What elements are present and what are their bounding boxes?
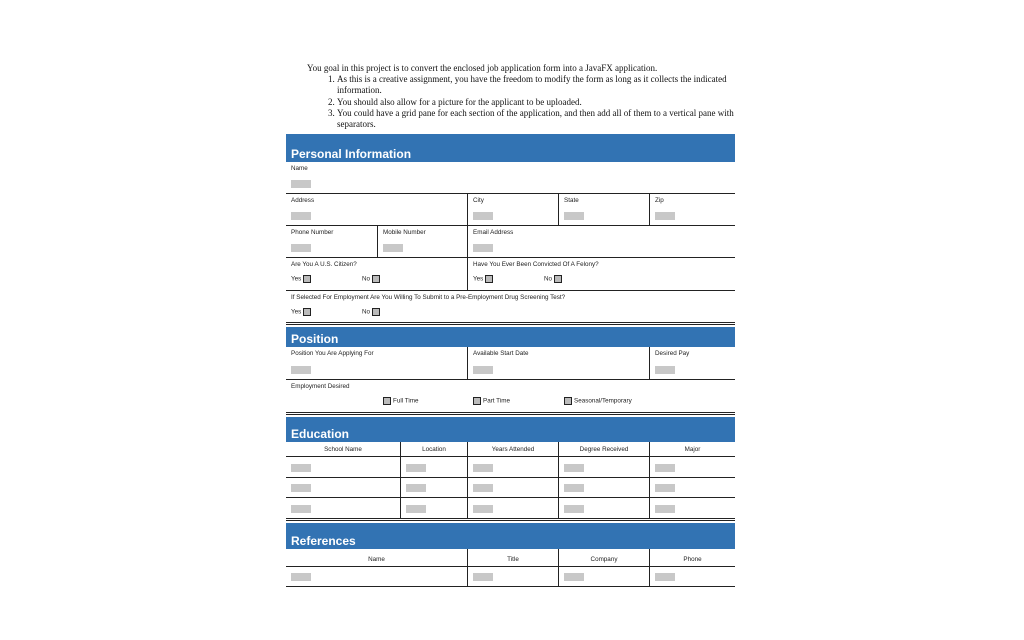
desired-pay-field[interactable] [655, 366, 675, 374]
applying-for-cell [286, 347, 467, 379]
degree-field[interactable] [564, 464, 584, 472]
reference-phone-field[interactable] [655, 573, 675, 581]
table-cell [558, 567, 649, 586]
checkbox[interactable] [383, 397, 391, 405]
mobile-cell [377, 226, 467, 257]
citizen-yes-option[interactable] [291, 275, 313, 283]
desired-pay-label: Desired Pay [655, 350, 690, 357]
table-row [286, 567, 735, 587]
seasonal-label: Seasonal/Temporary [574, 397, 632, 405]
reference-company-field[interactable] [564, 573, 584, 581]
column-header: Name [368, 556, 385, 563]
instruction-item: 1. As this is a creative assignment, you have the freedom to modify the form as long as it collects the indicated information. [337, 74, 737, 96]
references-header-row [286, 549, 735, 567]
citizen-felony-row [286, 258, 735, 291]
drug-test-cell [286, 291, 735, 322]
checkbox[interactable] [303, 275, 311, 283]
years-attended-field[interactable] [473, 464, 493, 472]
table-cell [286, 478, 400, 497]
table-cell [286, 457, 400, 477]
section-header-personal: Personal Information [286, 134, 735, 162]
location-field[interactable] [406, 505, 426, 513]
no-label: No [544, 275, 553, 283]
column-header: Degree Received [558, 442, 649, 456]
column-header: Company [558, 549, 649, 566]
full-time-label: Full Time [393, 397, 419, 405]
seasonal-option[interactable] [562, 397, 632, 405]
column-header: School Name [324, 446, 362, 453]
mobile-label: Mobile Number [383, 229, 426, 236]
yes-label: Yes [291, 275, 302, 283]
table-cell [467, 567, 558, 586]
email-label: Email Address [473, 229, 514, 236]
table-cell [649, 478, 735, 497]
column-header: Years Attended [467, 442, 558, 456]
location-field[interactable] [406, 484, 426, 492]
years-attended-field[interactable] [473, 484, 493, 492]
table-cell [558, 457, 649, 477]
no-label: No [362, 275, 371, 283]
start-date-field[interactable] [473, 366, 493, 374]
instructions-paragraph: You goal in this project is to convert the enclosed job application form into a JavaFX application. [307, 63, 658, 73]
section-header-education: Education [286, 417, 735, 442]
state-label: State [564, 197, 579, 204]
citizen-question: Are You A U.S. Citizen? [291, 261, 357, 268]
table-cell [400, 498, 467, 518]
table-cell [467, 498, 558, 518]
reference-title-field[interactable] [473, 573, 493, 581]
drug-no-option[interactable] [362, 308, 382, 316]
school-name-field[interactable] [291, 464, 311, 472]
checkbox[interactable] [372, 308, 380, 316]
citizen-no-option[interactable] [362, 275, 382, 283]
address-cell [286, 194, 467, 225]
full-time-option[interactable] [381, 397, 419, 405]
checkbox[interactable] [372, 275, 380, 283]
reference-name-field[interactable] [291, 573, 311, 581]
start-date-label: Available Start Date [473, 350, 529, 357]
name-row [286, 162, 735, 194]
table-row [286, 457, 735, 478]
part-time-label: Part Time [483, 397, 510, 405]
table-row [286, 498, 735, 521]
city-cell [467, 194, 558, 225]
section-header-references: References [286, 523, 735, 549]
applying-for-field[interactable] [291, 366, 311, 374]
zip-field[interactable] [655, 212, 675, 220]
employment-desired-row [286, 380, 735, 415]
checkbox[interactable] [303, 308, 311, 316]
felony-question: Have You Ever Been Convicted Of A Felony? [473, 261, 599, 268]
phone-cell [286, 226, 377, 257]
phone-field[interactable] [291, 244, 311, 252]
yes-label: Yes [473, 275, 484, 283]
education-header-row [286, 442, 735, 457]
address-label: Address [291, 197, 315, 204]
address-row [286, 194, 735, 226]
address-field[interactable] [291, 212, 311, 220]
table-cell [286, 498, 400, 518]
degree-field[interactable] [564, 505, 584, 513]
school-name-field[interactable] [291, 505, 311, 513]
checkbox[interactable] [554, 275, 562, 283]
major-field[interactable] [655, 464, 675, 472]
phone-row [286, 226, 735, 258]
felony-no-option[interactable] [544, 275, 564, 283]
zip-label: Zip [655, 197, 664, 204]
table-cell [467, 457, 558, 477]
job-application-form [286, 134, 735, 587]
position-row [286, 347, 735, 380]
mobile-field[interactable] [383, 244, 403, 252]
applying-for-label: Position You Are Applying For [291, 350, 374, 357]
part-time-option[interactable] [471, 397, 510, 405]
table-cell [649, 498, 735, 518]
table-cell [467, 478, 558, 497]
citizen-cell [286, 258, 467, 290]
location-field[interactable] [406, 464, 426, 472]
years-attended-field[interactable] [473, 505, 493, 513]
table-row [286, 478, 735, 498]
email-field[interactable] [473, 244, 493, 252]
city-field[interactable] [473, 212, 493, 220]
table-cell [558, 478, 649, 497]
column-header: Location [400, 442, 467, 456]
section-header-position: Position [286, 327, 735, 347]
state-cell [558, 194, 649, 225]
column-header: Phone [649, 549, 735, 566]
table-cell [400, 478, 467, 497]
major-field[interactable] [655, 505, 675, 513]
checkbox[interactable] [473, 397, 481, 405]
table-cell [649, 567, 735, 586]
city-label: City [473, 197, 484, 204]
checkbox[interactable] [485, 275, 493, 283]
table-cell [286, 567, 467, 586]
checkbox[interactable] [564, 397, 572, 405]
state-field[interactable] [564, 212, 584, 220]
drug-test-question: If Selected For Employment Are You Willing To Submit to a Pre-Employment Drug Screening Test? [291, 294, 566, 301]
name-field[interactable] [291, 180, 311, 188]
start-date-cell [467, 347, 649, 379]
name-cell [286, 162, 735, 193]
felony-yes-option[interactable] [473, 275, 495, 283]
drug-yes-option[interactable] [291, 308, 313, 316]
name-label: Name [291, 165, 308, 172]
degree-field[interactable] [564, 484, 584, 492]
major-field[interactable] [655, 484, 675, 492]
instructions [307, 63, 737, 130]
zip-cell [649, 194, 735, 225]
instructions-list [307, 74, 737, 130]
yes-label: Yes [291, 308, 302, 316]
drug-test-row [286, 291, 735, 325]
employment-desired-cell [286, 380, 735, 412]
table-cell [649, 457, 735, 477]
felony-cell [467, 258, 735, 290]
employment-desired-label: Employment Desired [291, 383, 350, 390]
school-name-field[interactable] [291, 484, 311, 492]
instruction-item: 2. You should also allow for a picture for the applicant to be uploaded. [337, 97, 737, 108]
desired-pay-cell [649, 347, 735, 379]
instruction-item: 3. You could have a grid pane for each section of the application, and then add all of them to a vertical pane with separators. [337, 108, 737, 130]
table-cell [558, 498, 649, 518]
column-header: Major [649, 442, 735, 456]
phone-label: Phone Number [291, 229, 334, 236]
table-cell [400, 457, 467, 477]
no-label: No [362, 308, 371, 316]
email-cell [467, 226, 735, 257]
column-header: Title [467, 549, 558, 566]
